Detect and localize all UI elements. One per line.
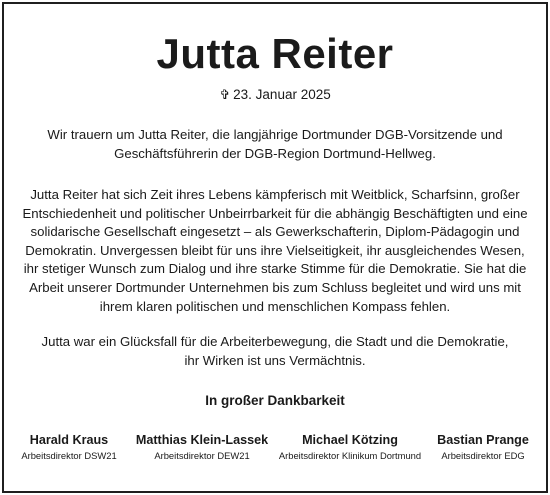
signer	[276, 432, 424, 463]
paragraph-line: Entschiedenheit und politischer Unbeirrbarkeit für die abhängig Beschäftigten und eine	[22, 205, 528, 221]
deceased-name: Jutta Reiter	[156, 30, 394, 77]
signer	[131, 432, 273, 463]
paragraph-line: Jutta war ein Glücksfall für die Arbeiterbewegung, die Stadt und die Demokratie,	[41, 334, 509, 349]
signer-name: Harald Kraus	[29, 433, 109, 447]
signer-name: Matthias Klein-Lassek	[135, 433, 269, 447]
paragraph-line: ihr stetiger Wunsch zum Dialog und ihre starke Stimme für die Demokratie. Sie hat die	[23, 261, 527, 277]
legacy-paragraph	[18, 333, 532, 370]
signer-role: Arbeitsdirektor EDG	[441, 450, 525, 461]
tribute-paragraph	[18, 186, 532, 316]
paragraph-line: Wir trauern um Jutta Reiter, die langjährige Dortmunder DGB-Vorsitzende und	[47, 127, 503, 142]
signer-role: Arbeitsdirektor Klinikum Dortmund	[278, 450, 422, 461]
paragraph-line: ihrem klaren politischen und menschlichen Kompass fehlen.	[99, 298, 451, 314]
signers-row	[14, 432, 536, 472]
signer-name: Bastian Prange	[437, 433, 529, 447]
signer	[430, 432, 536, 463]
closing-phrase: In großer Dankbarkeit	[205, 393, 345, 408]
cross-icon: ✞	[219, 88, 231, 103]
death-date: 23. Januar 2025	[233, 87, 331, 102]
signer-name: Michael Kötzing	[302, 433, 398, 447]
paragraph-line: ihr Wirken ist uns Vermächtnis.	[184, 352, 366, 368]
paragraph-line: Demokratin. Unvergessen bleibt für uns ihre Vielseitigkeit, ihr ausgleichendes Wesen,	[25, 242, 525, 258]
paragraph-line: Jutta Reiter hat sich Zeit ihres Lebens kämpferisch mit Weitblick, Scharfsinn, großer	[30, 187, 520, 202]
mourning-paragraph	[18, 126, 532, 163]
signer-role: Arbeitsdirektor DEW21	[154, 450, 250, 461]
paragraph-line: Geschäftsführerin der DGB-Region Dortmund-Hellweg.	[114, 145, 436, 161]
signer	[14, 432, 124, 463]
paragraph-line: solidarische Gesellschaft eingesetzt – als Gewerkschafterin, Diplom-Pädagogin und	[30, 224, 520, 240]
paragraph-line: Arbeit unserer Dortmunder Unternehmen bis zum Schluss begleitet und wird uns mit	[29, 279, 521, 295]
death-date-row	[0, 86, 550, 105]
signer-role: Arbeitsdirektor DSW21	[21, 450, 117, 461]
